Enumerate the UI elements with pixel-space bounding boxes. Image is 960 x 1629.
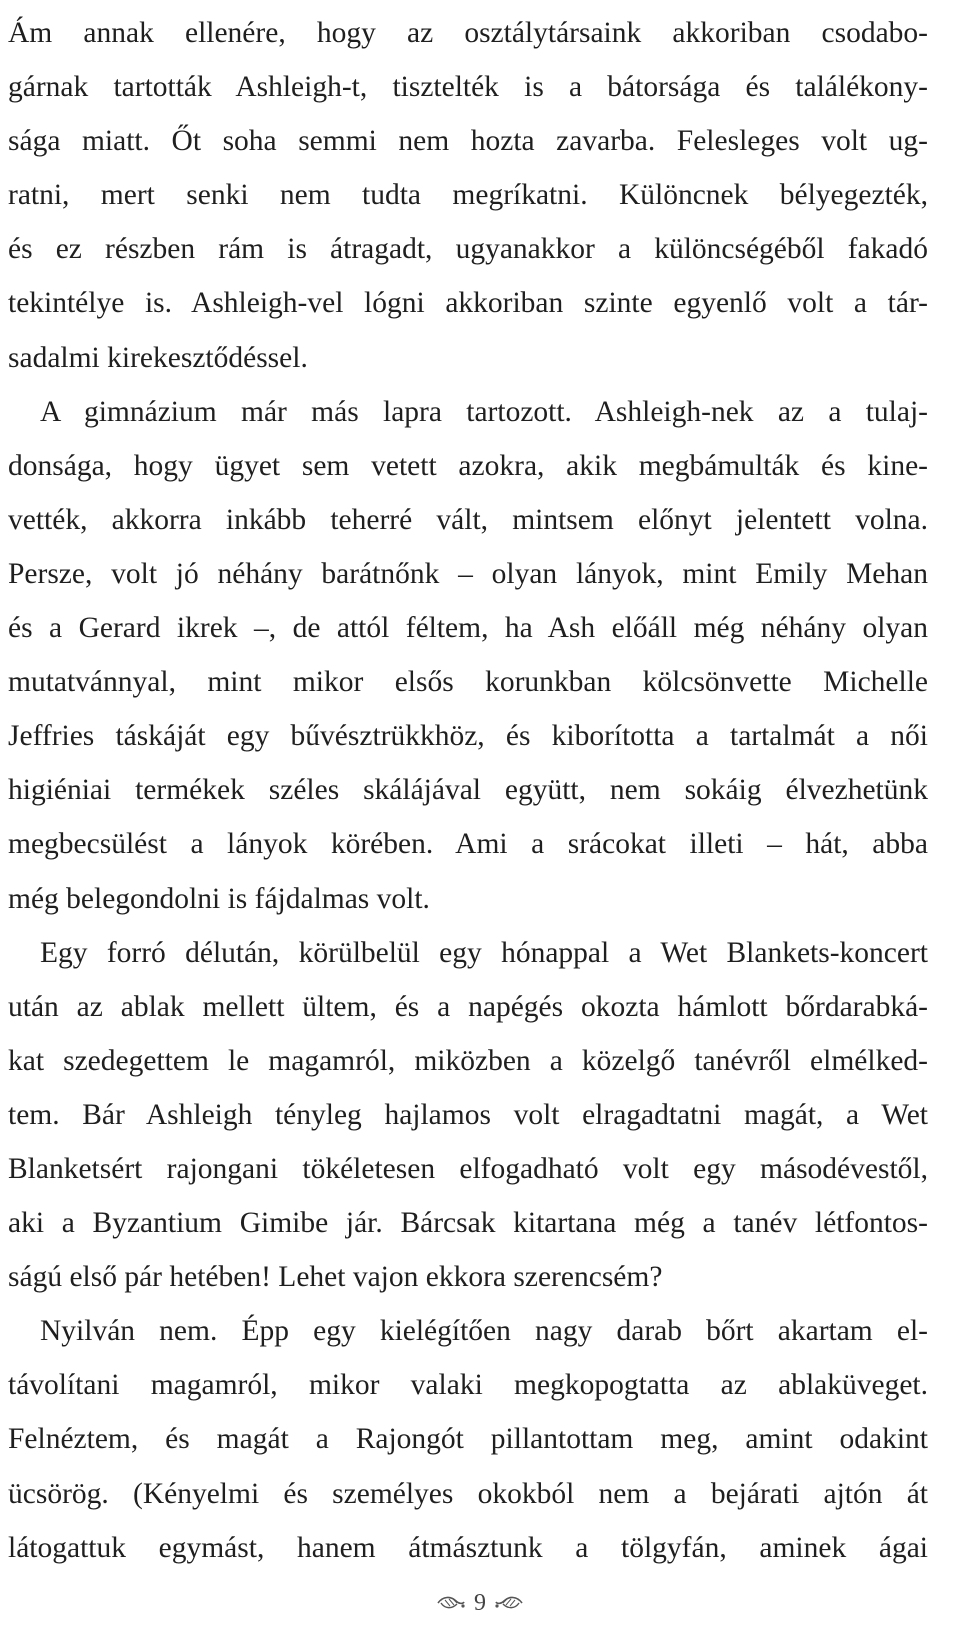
text-line: még belegondolni is fájdalmas volt. [8, 882, 430, 915]
text-line: sadalmi kirekesztődéssel. [8, 341, 308, 374]
leaf-flourish-icon [436, 1594, 466, 1612]
text-line: tekintélye is. Ashleigh-vel lógni akkoriban szinte egyenlő volt a tár- [8, 287, 928, 320]
text-line: megbecsülést a lányok körében. Ami a srácokat illeti – hát, abba [8, 828, 928, 861]
text-line: Egy forró délután, körülbelül egy hónappal a Wet Blankets-koncert [40, 936, 928, 969]
text-line: mutatvánnyal, mint mikor elsős korunkban kölcsönvette Michelle [8, 666, 928, 699]
text-line: aki a Byzantium Gimibe jár. Bárcsak kitartana még a tanév létfontos- [8, 1207, 928, 1240]
page-footer [0, 1588, 960, 1618]
text-line: és ez részben rám is átragadt, ugyanakkor a különcségéből fakadó [8, 233, 928, 266]
text-line: A gimnázium már más lapra tartozott. Ashleigh-nek az a tulaj- [40, 395, 928, 428]
text-line: kat szedegettem le magamról, miközben a közelgő tanévről elmélked- [8, 1044, 928, 1077]
paragraph [8, 1304, 928, 1574]
text-line: higiéniai termékek széles skálájával együtt, nem sokáig élvezhetünk [8, 774, 928, 807]
text-line: Blanketsért rajongani tökéletesen elfogadható volt egy másodévestől, [8, 1152, 928, 1185]
text-line: után az ablak mellett ültem, és a napégés okozta hámlott bőrdarabká- [8, 990, 928, 1023]
text-line: látogattuk egymást, hanem átmásztunk a tölgyfán, aminek ágai [8, 1531, 928, 1564]
text-line: sága miatt. Őt soha semmi nem hozta zavarba. Felesleges volt ug- [8, 125, 928, 158]
text-line: Jeffries táskáját egy bűvésztrükkhöz, és kiborította a tartalmát a női [8, 720, 928, 753]
text-line: Felnéztem, és magát a Rajongót pillantottam meg, amint odakint [8, 1423, 928, 1456]
text-line: donsága, hogy ügyet sem vetett azokra, akik megbámulták és kine- [8, 449, 928, 482]
text-line: tem. Bár Ashleigh tényleg hajlamos volt elragadtatni magát, a Wet [8, 1098, 928, 1131]
text-line: ságú első pár hetében! Lehet vajon ekkora szerencsém? [8, 1261, 663, 1294]
text-line: Persze, volt jó néhány barátnőnk – olyan lányok, mint Emily Mehan [8, 557, 928, 590]
text-line: távolítani magamról, mikor valaki megkopogtatta az ablaküveget. [8, 1369, 928, 1402]
text-line: és a Gerard ikrek –, de attól féltem, ha Ash előáll még néhány olyan [8, 612, 928, 645]
text-line: Nyilván nem. Épp egy kielégítően nagy darab bőrt akartam el- [40, 1315, 928, 1348]
leaf-flourish-icon [494, 1594, 524, 1612]
paragraph [8, 926, 928, 1305]
body-text [8, 6, 928, 1575]
page-number: 9 [474, 1590, 486, 1616]
text-line: vették, akkorra inkább teherré vált, mintsem előnyt jelentett volna. [8, 503, 928, 536]
text-line: Ám annak ellenére, hogy az osztálytársaink akkoriban csodabo- [8, 17, 928, 49]
text-line: ratni, mert senki nem tudta megríkatni. Különcnek bélyegezték, [8, 179, 928, 212]
text-line: gárnak tartották Ashleigh-t, tisztelték is a bátorsága és találékony- [8, 71, 928, 104]
paragraph [8, 6, 928, 385]
text-line: ücsörög. (Kényelmi és személyes okokból nem a bejárati ajtón át [8, 1477, 928, 1510]
paragraph [8, 385, 928, 926]
